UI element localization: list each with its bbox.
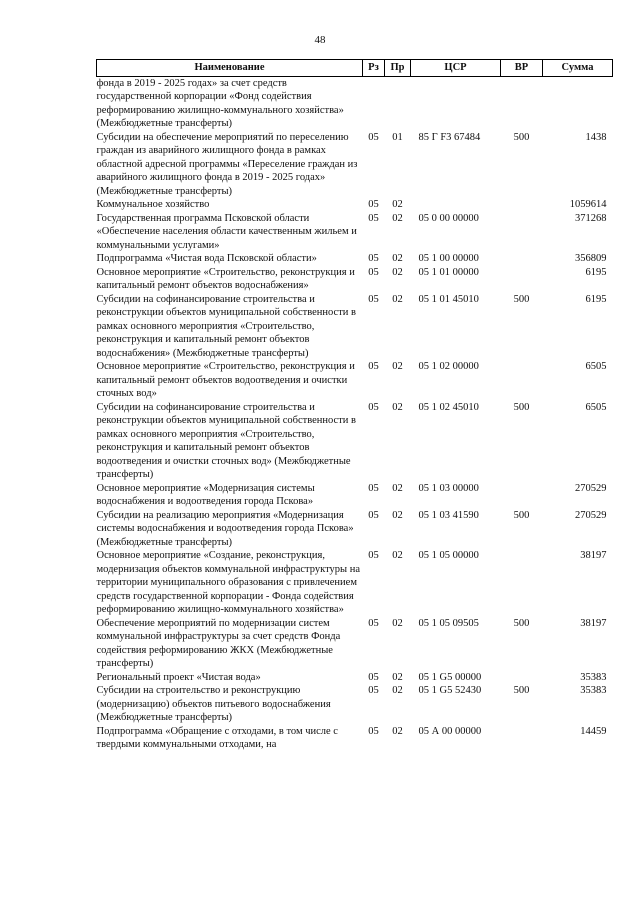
cell-pr: 02 (392, 671, 403, 683)
cell-pr: 02 (392, 361, 403, 372)
page-number: 48 (314, 34, 326, 46)
cell-rz: 05 (368, 671, 379, 683)
table-row (97, 293, 613, 361)
table-body (97, 76, 613, 752)
cell-vr (501, 252, 543, 266)
cell-name: Субсидии на софинансирование строительства и реконструкции объектов муниципальной собственности в рамках основного мероприятия «Строительство, реконструкция и капитальный ремонт объектов водоснабжения» (Межбюджетные трансферты) (96, 293, 356, 359)
header-sum: Сумма (543, 60, 613, 77)
cell-vr (501, 76, 543, 131)
header-vr: ВР (501, 60, 543, 77)
cell-name: Основное мероприятие «Строительство, реконструкция и капитальный ремонт объектов водоотведения и очистки сточных вод» (96, 361, 355, 399)
cell-name: Обеспечение мероприятий по модернизации систем коммунальной инфраструктуры за счет средств Фонда содействия реформированию ЖКХ (Межбюджетные трансферты) (96, 617, 341, 669)
cell-name: Региональный проект «Чистая вода» (96, 671, 261, 683)
table-row (97, 482, 613, 509)
cell-sum: 1059614 (569, 199, 607, 210)
cell-csr: 05 1 02 00000 (418, 361, 479, 372)
cell-csr: 05 1 00 00000 (418, 253, 479, 264)
cell-sum: 35383 (580, 671, 607, 683)
cell-sum: 371268 (575, 212, 607, 224)
cell-vr (501, 725, 543, 752)
cell-name: Субсидии на реализацию мероприятия «Модернизация системы водоснабжения и водоотведения города Пскова» (Межбюджетные трансферты) (96, 509, 354, 548)
cell-vr (501, 212, 543, 253)
cell-csr: 05 1 05 00000 (418, 550, 479, 561)
cell-name: Основное мероприятие «Создание, реконструкция, модернизация объектов коммунальной инфраструктуры на территории муниципального образования с привлечением средств государственной корпорации - Фонда содействия реформированию жилищно-коммунального хозяйства» (96, 550, 360, 615)
table-row (97, 725, 613, 752)
cell-sum: 14459 (580, 725, 607, 737)
cell-name: Коммунальное хозяйство (96, 199, 210, 210)
table-row (97, 684, 613, 725)
cell-sum: 38197 (580, 617, 607, 629)
cell-name: фонда в 2019 - 2025 годах» за счет средств государственной корпорации «Фонд содействия реформированию жилищно-коммунального хозяйства» (Межбюджетные трансферты) (96, 77, 344, 129)
cell-vr (501, 360, 543, 401)
cell-pr: 02 (392, 685, 403, 696)
cell-csr: 05 1 G5 00000 (418, 671, 482, 683)
table-row (97, 252, 613, 266)
cell-pr: 02 (392, 293, 403, 305)
cell-rz: 05 (368, 401, 379, 413)
cell-sum: 270529 (575, 482, 607, 494)
header-name: Наименование (97, 60, 363, 77)
cell-rz: 05 (368, 509, 379, 521)
cell-csr: 05 1 G5 52430 (418, 685, 482, 696)
cell-pr: 02 (392, 550, 403, 561)
cell-sum (543, 76, 613, 131)
table-row (97, 360, 613, 401)
cell-sum: 356809 (575, 253, 607, 264)
cell-pr (385, 76, 411, 131)
cell-sum: 6195 (585, 266, 607, 278)
table-row (97, 509, 613, 550)
cell-pr: 02 (392, 266, 403, 278)
cell-rz: 05 (368, 482, 379, 494)
cell-csr: 05 0 00 00000 (418, 212, 479, 224)
header-csr: ЦСР (411, 60, 501, 77)
cell-rz (363, 76, 385, 131)
cell-csr: 05 А 00 00000 (418, 725, 482, 737)
cell-sum: 6505 (585, 361, 607, 372)
cell-pr: 02 (392, 212, 403, 224)
cell-vr: 500 (513, 509, 530, 521)
cell-rz: 05 (368, 253, 379, 264)
cell-name: Подпрограмма «Обращение с отходами, в том числе с твердыми коммунальными отходами, на (96, 725, 338, 750)
cell-rz: 05 (368, 212, 379, 224)
cell-pr: 02 (392, 253, 403, 264)
cell-csr: 05 1 05 09505 (418, 617, 479, 629)
table-row (97, 617, 613, 671)
table-row (97, 401, 613, 482)
cell-rz: 05 (368, 131, 379, 143)
table-row (97, 549, 613, 617)
cell-sum: 6195 (585, 293, 607, 305)
cell-csr: 05 1 01 45010 (418, 293, 479, 305)
cell-name: Основное мероприятие «Модернизация системы водоснабжения и водоотведения города Пскова» (96, 482, 315, 507)
cell-csr (411, 76, 501, 131)
cell-csr: 05 1 03 41590 (418, 509, 479, 521)
cell-sum: 35383 (580, 685, 607, 696)
cell-vr: 500 (513, 401, 530, 413)
cell-pr: 02 (392, 482, 403, 494)
cell-rz: 05 (368, 725, 379, 737)
table-row (97, 266, 613, 293)
table-row (97, 671, 613, 685)
cell-sum: 270529 (575, 509, 607, 521)
cell-name: Субсидии на софинансирование строительства и реконструкции объектов муниципальной собственности в рамках основного мероприятия «Строительство, реконструкция и капитальный ремонт объектов водоотведения и очистки сточных вод» (Межбюджетные трансферты) (96, 401, 356, 480)
cell-rz: 05 (368, 266, 379, 278)
cell-sum: 38197 (580, 550, 607, 561)
table-row (97, 212, 613, 253)
budget-table (96, 59, 613, 752)
header-pr: Пр (385, 60, 411, 77)
cell-vr (501, 671, 543, 685)
cell-csr: 05 1 02 45010 (418, 401, 479, 413)
cell-vr: 500 (513, 617, 530, 629)
cell-name: Субсидии на обеспечение мероприятий по переселению граждан из аварийного жилищного фонда в рамках областной адресной программы «Переселение граждан из аварийного жилищного фонда в 2019 - 2025 годах» (Межбюджетные трансферты) (96, 131, 358, 197)
cell-vr: 500 (513, 131, 530, 143)
table-row (97, 198, 613, 212)
cell-rz: 05 (368, 293, 379, 305)
header-rz: Рз (363, 60, 385, 77)
cell-pr: 02 (392, 617, 403, 629)
cell-sum: 6505 (585, 401, 607, 413)
cell-pr: 02 (392, 401, 403, 413)
cell-name: Подпрограмма «Чистая вода Псковской области» (96, 253, 317, 264)
cell-rz: 05 (368, 361, 379, 372)
cell-sum: 1438 (585, 131, 607, 143)
cell-csr: 05 1 01 00000 (418, 266, 479, 278)
cell-rz: 05 (368, 199, 379, 210)
cell-name: Субсидии на строительство и реконструкцию (модернизацию) объектов питьевого водоснабжения (Межбюджетные трансферты) (96, 685, 331, 723)
table-header (97, 60, 613, 77)
cell-name: Основное мероприятие «Строительство, реконструкция и капитальный ремонт объектов водоснабжения» (96, 266, 355, 291)
cell-pr: 02 (392, 725, 403, 737)
cell-pr: 02 (392, 509, 403, 521)
table-row (97, 76, 613, 131)
cell-vr (501, 549, 543, 617)
cell-rz: 05 (368, 617, 379, 629)
cell-vr (501, 198, 543, 212)
cell-csr (411, 198, 501, 212)
cell-vr (501, 266, 543, 293)
cell-csr: 85 Г F3 67484 (418, 131, 481, 143)
cell-pr: 02 (392, 199, 403, 210)
cell-vr: 500 (513, 685, 530, 696)
cell-rz: 05 (368, 685, 379, 696)
cell-vr: 500 (513, 293, 530, 305)
table-row (97, 131, 613, 199)
cell-name: Государственная программа Псковской области «Обеспечение населения области качественным жильем и коммунальными услугами» (96, 212, 357, 251)
cell-rz: 05 (368, 550, 379, 561)
cell-pr: 01 (392, 131, 403, 143)
cell-vr (501, 482, 543, 509)
cell-csr: 05 1 03 00000 (418, 482, 479, 494)
